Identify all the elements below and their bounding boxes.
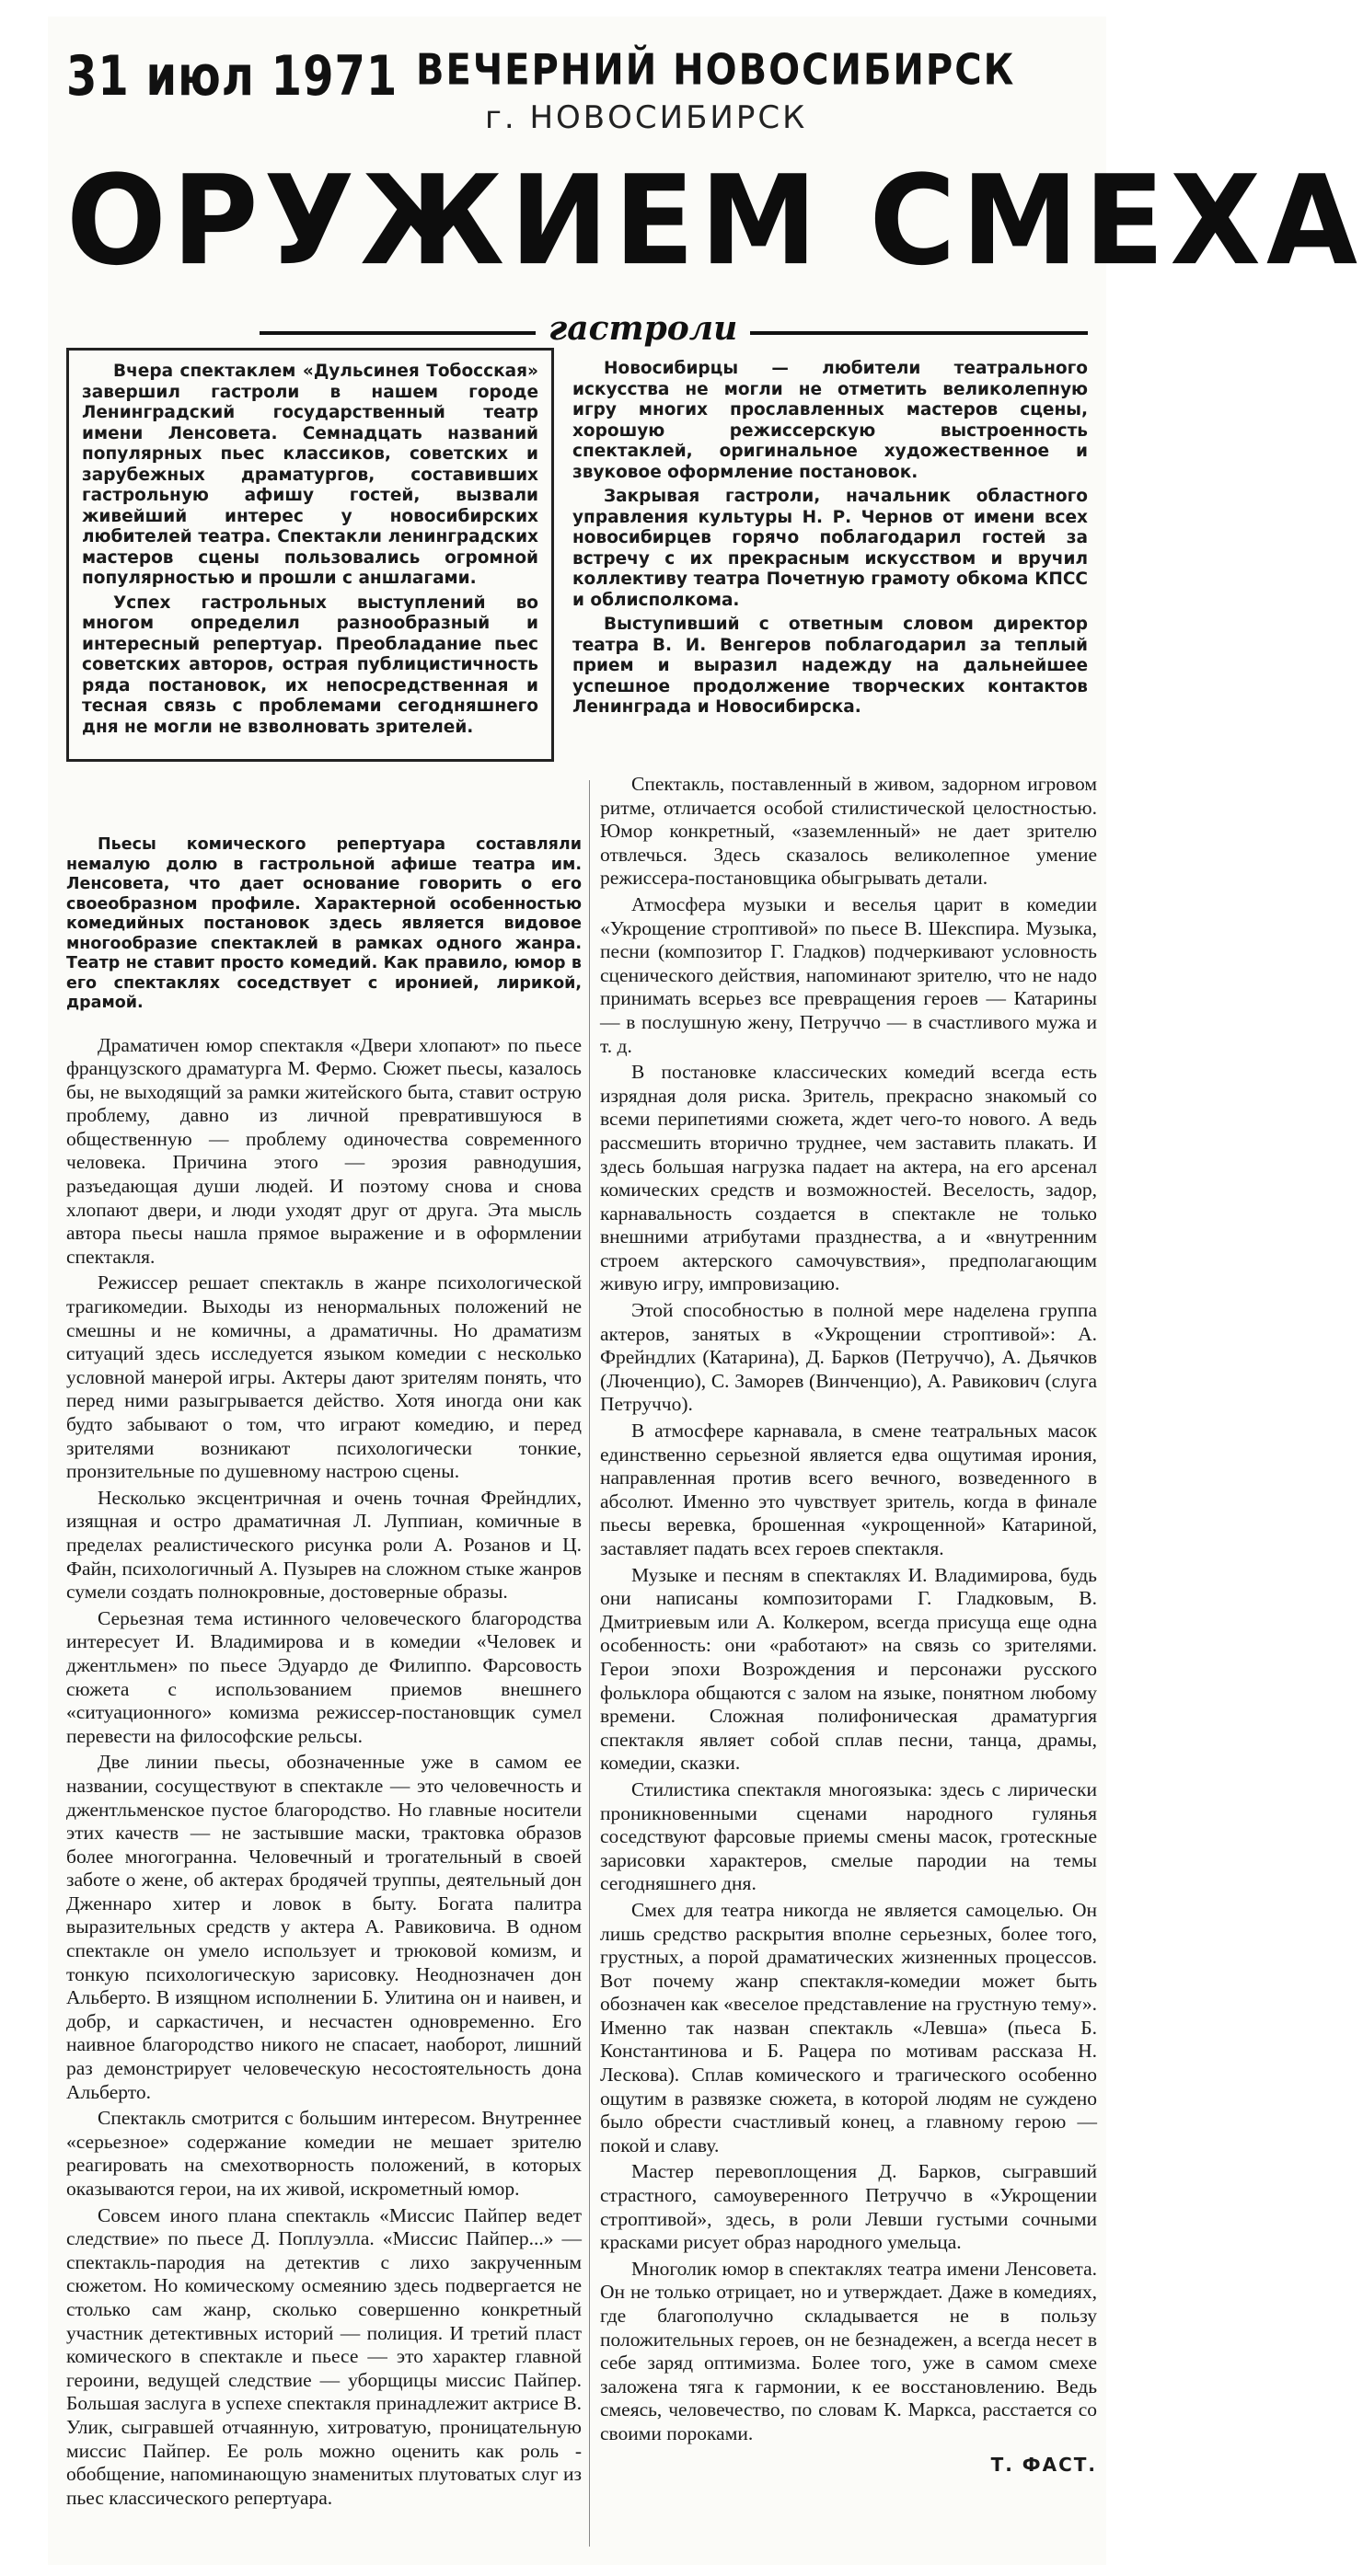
lead-paragraph: Успех гастрольных выступлений во многом определил разнообразный и интересный репертуар. Преобладание пьес советских авторов, острая публицистичность ряда постановок, их непосредственная и тесная связь с проблемами сегодняшнего дня не могли не взволновать зрителей. <box>82 592 538 737</box>
article-column-right <box>600 773 1097 2479</box>
article-paragraph: Музыке и песням в спектаклях И. Владимирова, будь они написаны композиторами Г. Гладковым, В. Дмитриевым или А. Колкером, всегда присуща еще одна особенность: они «работают» на связь со зрителями. Герои эпохи Возрождения и персонажи русского фольклора общаются с залом на языке, понятном любому времени. Сложная полифоническая драматургия спектакля являет собой сплав песни, танца, драмы, комедии, сказки. <box>600 1563 1097 1775</box>
article-paragraph: Стилистика спектакля многоязыка: здесь с лирически проникновенными сценами народного гулянья соседствуют фарсовые приемы смены масок, гротескные зарисовки характеров, смелые пародии на темы сегодняшнего дня. <box>600 1777 1097 1895</box>
article-paragraph: Две линии пьесы, обозначенные уже в самом ее названии, сосуществуют в спектакле — это человечность и джентльменское пустое благородство. Но главные носители этих качеств — не застывшие маски, трактовка образов более многогранна. Человечный и трогательный в своей заботе о жене, об актерах бродячей труппы, деятельный дон Дженнаро хитер и ловок в быту. Богата палитра выразительных средств у актера А. Равиковича. В одном спектакле он умело использует и трюковой комизм, и тонкую психологическую зарисовку. Неоднозначен дон Альберто. В изящном исполнении Б. Улитина он и наивен, и добр, и саркастичен, и несчастен одновременно. Его наивное благородство никого не спасает, наоборот, лишний раз демонстрирует человеческую несостоятельность дона Альберто. <box>66 1751 582 2103</box>
lead-paragraph: Вчера спектаклем «Дульсинея Тобосская» завершил гастроли в нашем городе Ленинградский государственный театр имени Ленсовета. Семнадцать названий популярных пьес классиков, советских и зарубежных драматургов, составивших гастрольную афишу гостей, вызвали живейший интерес у новосибирских любителей театра. Спектакли ленинградских мастеров сцены пользовались огромной популярностью и прошли с аншлагами. <box>82 362 538 588</box>
rubric-label: гастроли <box>536 309 750 348</box>
article-intro: Пьесы комического репертуара составляли немалую долю в гастрольной афише театра им. Ленсовета, что дает основание говорить о его своеобразном профиле. Характерной особенностью комедийных постановок здесь является видовое многообразие спектаклей в рамках одного жанра. Театр не ставит просто комедий. Как правило, юмор в его спектаклях соседствует с иронией, лирикой, драмой. <box>66 835 582 1012</box>
article-paragraph: Несколько эксцентричная и очень точная Фрейндлих, изящная и остро драматичная Л. Луппиан, комичные в пределах реалистического рисунка роли А. Розанов и Ц. Файн, психологичный А. Пузырев на сложном стыке жанров сумели создать полнокровные, достоверные образы. <box>66 1486 582 1604</box>
lead-box <box>66 348 554 762</box>
newspaper-name: ВЕЧЕРНИЙ НОВОСИБИРСК <box>416 46 1016 95</box>
article-paragraph: Серьезная тема истинного человеческого благородства интересует И. Владимирова и в комедии «Человек и джентльмен» по пьесе Эдуардо де Филиппо. Фарсовость сюжета с использованием приемов внешнего «ситуационного» комизма режиссер-постановщик сумел перевести на философские рельсы. <box>66 1606 582 1747</box>
newspaper-clipping <box>48 17 1363 2565</box>
newspaper-city: г. НОВОСИБИРСК <box>485 99 808 136</box>
article-paragraph: Спектакль смотрится с большим интересом. Внутреннее «серьезное» содержание комедии не мешает зрителю реагировать на смехотворность положений, в которых оказываются герои, на их живой, искрометный юмор. <box>66 2107 582 2200</box>
clipping-header <box>66 37 1088 138</box>
article-paragraph: Совсем иного плана спектакль «Миссис Пайпер ведет следствие» по пьесе Д. Поплуэлла. «Миссис Пайпер...» — спектакль-пародия на детектив с лихо закрученным сюжетом. Но комическому осмеянию здесь подвергается не столько сам жанр, сколько совершенно конкретный участник детективных историй — полиция. И третий пласт комического в спектакле и пьесе — это характер главной героини, ведущей следствие — уборщицы миссис Пайпер. Большая заслуга в успехе спектакля принадлежит актрисе В. Улик, сыгравшей отчаянную, хитроватую, проницательную миссис Пайпер. Ее роль можно оценить как роль - обобщение, напоминающую знаменитых плутоватых слуг из пьес классического репертуара. <box>66 2203 582 2509</box>
column-divider <box>589 780 590 2547</box>
lead-paragraph: Выступивший с ответным словом директор театра В. И. Венгеров поблагодарил за теплый прием и выразил надежду на дальнейшее успешное продолжение творческих контактов Ленинграда и Новосибирска. <box>572 615 1088 717</box>
article-paragraph: Этой способностью в полной мере наделена группа актеров, занятых в «Укрощении строптивой»: А. Фрейндлих (Катарина), Д. Барков (Петруччо), А. Дьячков (Люченцио), С. Заморев (Винченцио), А. Равикович (слуга Петруччо). <box>600 1299 1097 1416</box>
article-paragraph: В атмосфере карнавала, в смене театральных масок единственно серьезной является едва ощутимая ирония, направленная против всего вечного, возведенного в абсолют. Именно это чувствует зритель, когда в финале пьесы веревка, брошенная «укрощенной» Катариной, заставляет падать всех героев спектакля. <box>600 1420 1097 1559</box>
date-stamp: 31 июл 1971 <box>66 44 399 109</box>
lead-continuation <box>572 359 1088 722</box>
article-paragraph: Многолик юмор в спектаклях театра имени Ленсовета. Он не только отрицает, но и утверждает. Даже в комедиях, где благополучно складывается не в пользу положительных героев, он не безнадежен, а всегда несет в себе заряд оптимизма. Более того, уже в самом смехе заложена тяга к гармонии, к ее восстановлению. Ведь смеясь, человечество, по словам К. Маркса, расстается со своими пороками. <box>600 2257 1097 2444</box>
lead-paragraph: Новосибирцы — любители театрального искусства не могли не отметить великолепную игру многих прославленных мастеров сцены, хорошую режиссерскую выстроенность спектаклей, оригинальное художественное и звуковое оформление постановок. <box>572 359 1088 482</box>
article-paragraph: Мастер перевоплощения Д. Барков, сыгравший страстного, самоуверенного Петруччо в «Укрощении строптивой», здесь, в роли Левши густыми сочными красками рисует образ народного умельца. <box>600 2160 1097 2254</box>
article-paragraph: Смех для театра никогда не является самоцелью. Он лишь средство раскрытия вполне серьезных, более того, грустных, а порой драматических жизненных процессов. Вот почему жанр спектакля-комедии может быть обозначен как «веселое представление на грустную тему». Именно так назван спектакль «Левша» (пьеса Б. Константинова и Б. Рацера по мотивам рассказа Н. Лескова). Сплав комического и трагического особенно ощутим в развязке сюжета, в которой людям не суждено было обрести счастливый конец, а главному герою — покой и славу. <box>600 1898 1097 2156</box>
article-paragraph: Драматичен юмор спектакля «Двери хлопают» по пьесе французского драматурга М. Фермо. Сюжет пьесы, казалось бы, не выходящий за рамки житейского быта, ставит острую проблему, давно из личной превратившуюся в общественную — проблему одиночества современного человека. Причина этого — эрозия равнодушия, разъедающая души людей. И поэтому снова и снова хлопают двери, и люди уходят друг от друга. Эта мысль автора пьесы нашла прямое выражение и в оформлении спектакля. <box>66 1033 582 1268</box>
article-headline: ОРУЖИЕМ СМЕХА <box>66 149 1363 293</box>
article-paragraph: Спектакль, поставленный в живом, задорном игровом ритме, отличается особой стилистической целостностью. Юмор конкретный, «заземленный» не дает зрителю отвлечься. Здесь сказалось великолепное умение режиссера-постановщика обыгрывать детали. <box>600 773 1097 890</box>
article-paragraph: Атмосфера музыки и веселья царит в комедии «Укрощение строптивой» по пьесе В. Шекспира. Музыка, песни (композитор Г. Гладков) подчеркивают условность сценического действия, напоминают зрителю, что не надо принимать всерьез все превращения героев — Катарины — в послушную жену, Петруччо — в счастливого мужа и т. д. <box>600 892 1097 1057</box>
article-paragraph: Режиссер решает спектакль в жанре психологической трагикомедии. Выходы из ненормальных положений не смешны и не комичны, а драматичны. Но драматизм ситуаций здесь исследуется языком комедии с несколько условной манерой игры. Актеры дают зрителям понять, что перед ними разыгрывается действо. Хотя иногда они как будто забывают о том, что играют комедию, и перед зрителями возникают психологически тонкие, пронзительные по душевному настрою сцены. <box>66 1271 582 1483</box>
author-signature: Т. ФАСТ. <box>990 2453 1097 2476</box>
article-column-left <box>66 835 582 2513</box>
lead-paragraph: Закрывая гастроли, начальник областного управления культуры Н. Р. Чернов от имени всех новосибирцев горячо поблагодарил гостей за встречу с их прекрасным искусством и вручил коллективу театра Почетную грамоту обкома КПСС и облисполкома. <box>572 487 1088 610</box>
article-paragraph: В постановке классических комедий всегда есть изрядная доля риска. Зритель, прекрасно знакомый со всеми перипетиями сюжета, ждет чего-то нового. А ведь рассмешить вторично труднее, чем заставить плакать. И здесь большая нагрузка падает на актера, на его арсенал комических средств и возможностей. Веселость, задор, карнавальность создается в спектакле не только внешними атрибутами празднества, а и «внутренним строем актерского самочувствия», предполагающим живую игру, импровизацию. <box>600 1061 1097 1295</box>
